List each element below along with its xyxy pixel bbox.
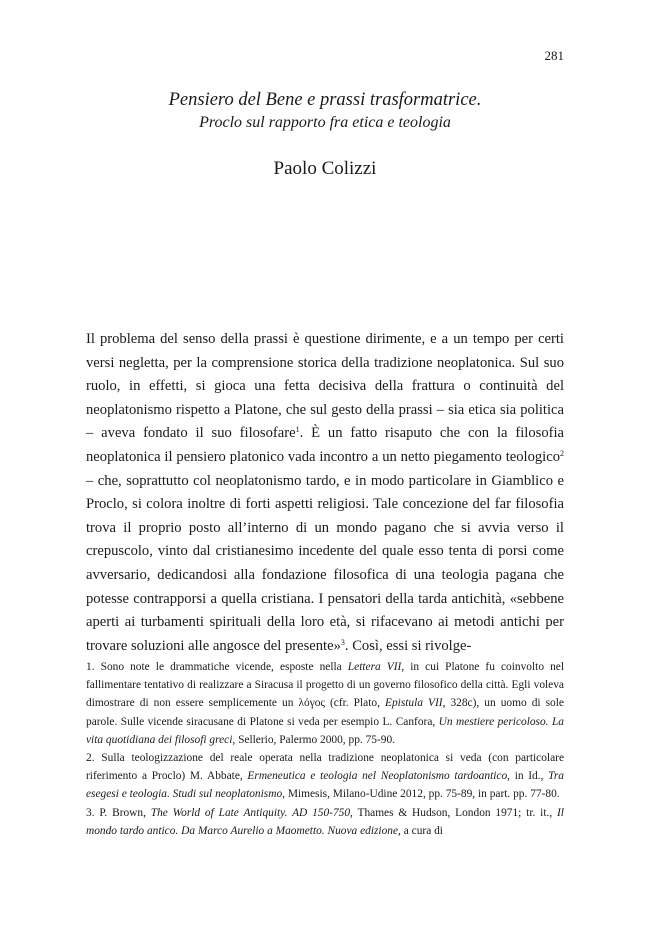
body-text	[86, 328, 564, 658]
footnote-italic: Un mestiere pericoloso. La vita quotidiana dei filosofi greci	[86, 715, 564, 746]
footnote-text: , a cura di	[398, 824, 443, 837]
footnote-italic: Il mondo tardo antico. Da Marco Aurelio a Maometto. Nuova edizione	[86, 806, 564, 837]
footnote-text: , Thames & Hudson, London 1971; tr. it.,	[350, 806, 558, 819]
footnote-ref-1: 1	[295, 425, 300, 435]
footnote-text: , 328c), un uomo di sole parole. Sulle vicende siracusane di Platone si veda per esempio L. Canfora,	[86, 697, 564, 728]
footnote-italic: Lettera VII	[347, 661, 402, 673]
footnote-text: , Mimesis, Milano-Udine 2012, pp. 75-89, in part. pp. 77-80.	[282, 788, 560, 801]
footnote-1	[86, 658, 564, 749]
footnote-text: , in cui Platone fu coinvolto nel fallimentare tentativo di realizzare a Siracusa il progetto di un governo filosofico della città. Egli voleva dimostrare di non essere semplicemente un λόγος (cfr. Plato,	[86, 661, 565, 710]
footnote-italic: Ermeneutica e teologia nel Neoplatonismo tardoantico	[247, 770, 508, 783]
footnotes	[86, 658, 564, 840]
footnote-text: 1. Sono note le drammatiche vicende, esposte nella	[86, 661, 348, 673]
paragraph	[86, 328, 564, 658]
footnote-3	[86, 804, 564, 840]
footnote-ref-3: 3	[340, 637, 345, 647]
footnote-ref-2: 2	[560, 448, 564, 458]
footnote-text: 3. P. Brown,	[86, 806, 151, 819]
footnote-italic: Epistula VII	[385, 697, 443, 710]
footnote-text: 2. Sulla teologizzazione del reale operata nella tradizione neoplatonica si veda (con particolare riferimento a Proclo) M. Abbate,	[86, 752, 564, 783]
author-name: Paolo Colizzi	[273, 158, 377, 179]
footnote-text: , in Id.,	[507, 770, 549, 783]
title-line-1: Pensiero del Bene e prassi trasformatrice.	[168, 90, 482, 110]
title-line-2: Proclo sul rapporto fra etica e teologia	[199, 114, 451, 131]
body-text-segment: Il problema del senso della prassi è questione dirimente, e a un tempo per certi versi negletta, per la comprensione storica della tradizione neoplatonica. Sul suo ruolo, in effetti, si gioca una fetta decisiva della frattura o continuità del neoplatonismo rispetto a Platone, che sul gesto della prassi – sia etica sia politica – aveva fondato il suo filosofare	[86, 331, 564, 442]
page-number: 281	[544, 48, 564, 63]
body-text-segment: . È un fatto risaputo che con la filosofia neoplatonica il pensiero platonico vada incontro a un netto piegamento teologico	[86, 425, 565, 465]
footnote-italic: Tra esegesi e teologia. Studi sul neoplatonismo	[86, 770, 564, 801]
footnote-2	[86, 749, 564, 804]
footnote-italic: The World of Late Antiquity. AD 150-750	[150, 806, 351, 819]
footnote-text: , Sellerio, Palermo 2000, pp. 75-90.	[232, 733, 396, 746]
body-text-segment: – che, soprattutto col neoplatonismo tardo, e in modo particolare in Giamblico e Proclo, si colora inoltre di forti aspetti religiosi. Tale concezione del far filosofia trova il proprio posto all’interno di un mondo pagano che si avvia verso il crepuscolo, vinto dal cristianesimo incedente del quale esso tenta di porsi come avversario, dedicandosi alla fondazione filosofica di una teologia pagana che potesse contrapporsi a quella cristiana. I pensatori della tarda antichità, «sebbene aperti ai turbamenti spirituali della loro età, si rifacevano ai metodi antichi per trovare soluzioni alle angosce del presente»	[86, 472, 564, 654]
article-title	[0, 88, 650, 134]
body-text-segment: . Così, essi si rivolge-	[344, 637, 472, 654]
